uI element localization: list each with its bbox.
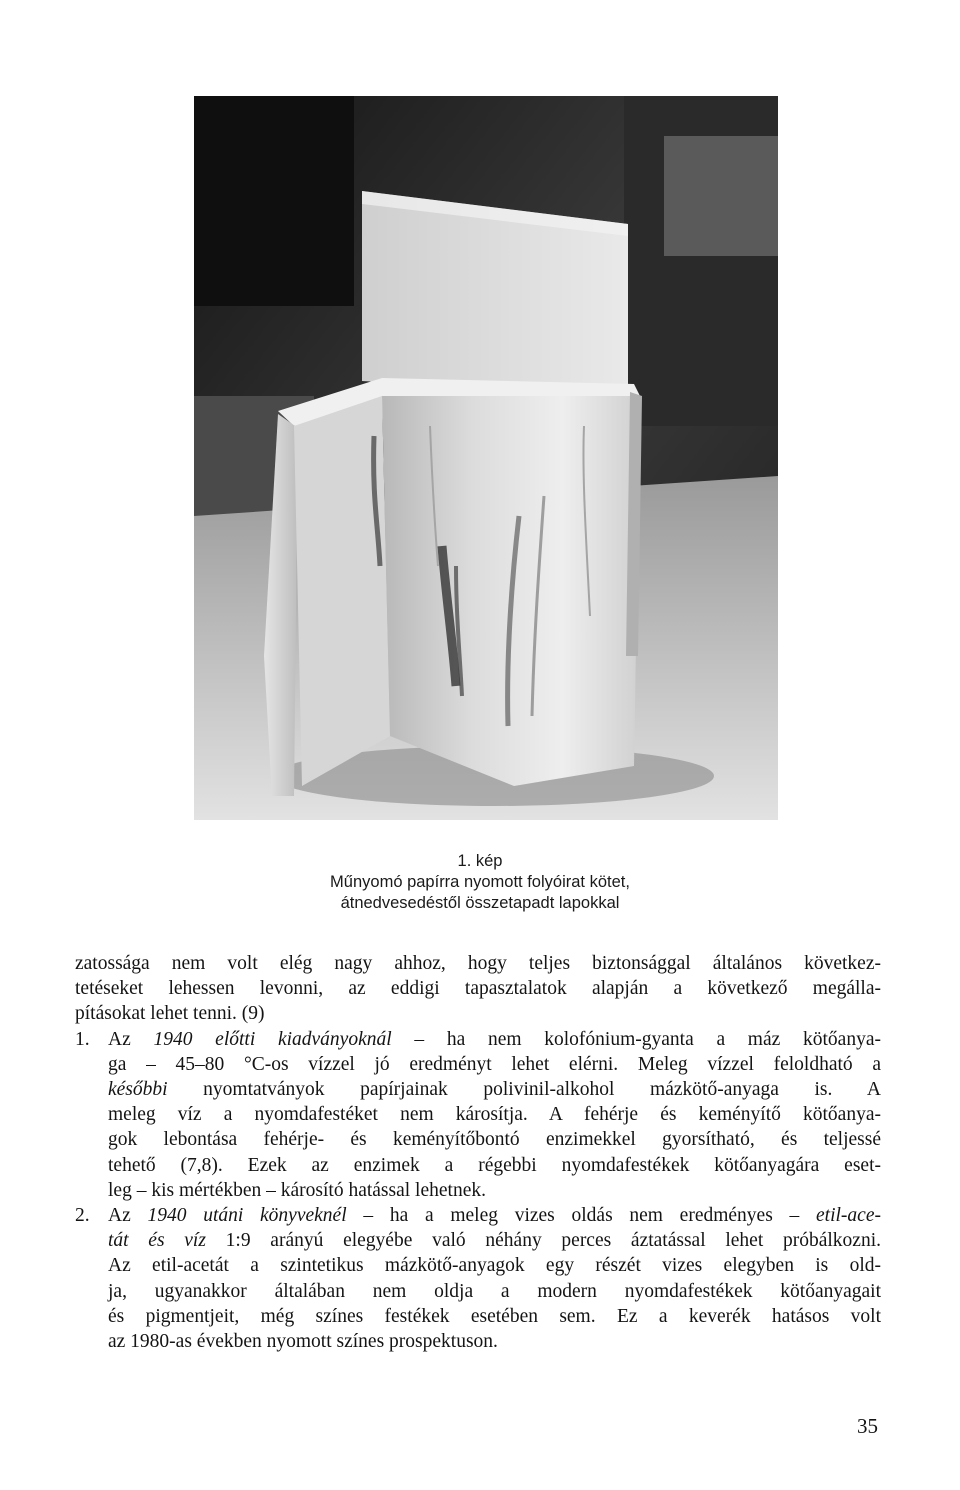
text-line: és pigmentjeit, még színes festékek esetében sem. Ez a keverék hatásos volt bbox=[108, 1305, 881, 1327]
text-line: meleg víz a nyomdafestéket nem károsítja. A fehérje és keményítő kötőanya- bbox=[108, 1104, 881, 1126]
body-text bbox=[75, 951, 881, 1354]
text-line: ja, ugyanakkor általában nem oldja a modern nyomdafestékek kötőanyagait bbox=[108, 1280, 881, 1302]
text-line bbox=[75, 1203, 881, 1228]
text-run: nyomtatványok papírjainak polivinil-alkohol mázkötő-anyaga is. A bbox=[167, 1079, 881, 1101]
list-number: 1. bbox=[75, 1028, 90, 1050]
text-line bbox=[75, 1228, 881, 1253]
text-line: leg – kis mértékben – károsító hatással lehetnek. bbox=[108, 1179, 486, 1201]
text-line: ga – 45–80 °C-os vízzel jó eredményt lehet elérni. Meleg vízzel feloldható a bbox=[108, 1053, 881, 1075]
text-line: gok lebontása fehérje- és keményítőbontó enzimekkel gyorsítható, és teljessé bbox=[108, 1129, 881, 1151]
caption-line: Műnyomó papírra nyomott folyóirat kötet, bbox=[330, 873, 630, 891]
list-item-2 bbox=[75, 1203, 881, 1354]
list-number: 2. bbox=[75, 1205, 90, 1227]
text-run: – ha nem kolofónium-gyanta a máz kötőanya- bbox=[391, 1028, 881, 1050]
text-run: Az bbox=[108, 1028, 154, 1050]
italic-run: etil-ace- bbox=[816, 1205, 881, 1227]
text-line bbox=[75, 1027, 881, 1052]
text-run: 1:9 arányú elegyébe való néhány perces áztatással lehet próbálkozni. bbox=[205, 1230, 881, 1252]
text-run: Az bbox=[108, 1205, 148, 1227]
caption-line: átnedvesedéstől összetapadt lapokkal bbox=[340, 894, 620, 912]
page-number: 35 bbox=[857, 1414, 878, 1438]
text-line: zatossága nem volt elég nagy ahhoz, hogy teljes biztonsággal általános következ- bbox=[75, 953, 881, 974]
text-line: tehető (7,8). Ezek az enzimek a régebbi nyomdafestékek kötőanyagára eset- bbox=[108, 1154, 881, 1176]
figure-photo bbox=[194, 96, 778, 820]
text-line: Az etil-acetát a szintetikus mázkötő-anyagok egy részét vizes elegyben is old- bbox=[108, 1255, 881, 1277]
italic-run: 1940 utáni könyveknél bbox=[147, 1205, 347, 1227]
figure-label: 1. kép bbox=[457, 852, 503, 870]
figure-caption bbox=[0, 851, 960, 914]
text-line: tetéseket lehessen levonni, az eddigi tapasztalatok alapján a következő megálla- bbox=[75, 978, 881, 1000]
book-photo-image bbox=[194, 96, 778, 820]
italic-run: 1940 előtti kiadványoknál bbox=[153, 1028, 392, 1050]
italic-run: későbbi bbox=[108, 1079, 168, 1101]
text-line: pításokat lehet tenni. (9) bbox=[75, 1003, 265, 1025]
text-run: – ha a meleg vizes oldás nem eredményes – bbox=[346, 1205, 817, 1227]
text-line bbox=[75, 1077, 881, 1102]
text-line: az 1980-as években nyomott színes prospektuson. bbox=[108, 1331, 498, 1353]
italic-run: tát és víz bbox=[108, 1230, 206, 1252]
list-item-1 bbox=[75, 1027, 881, 1203]
